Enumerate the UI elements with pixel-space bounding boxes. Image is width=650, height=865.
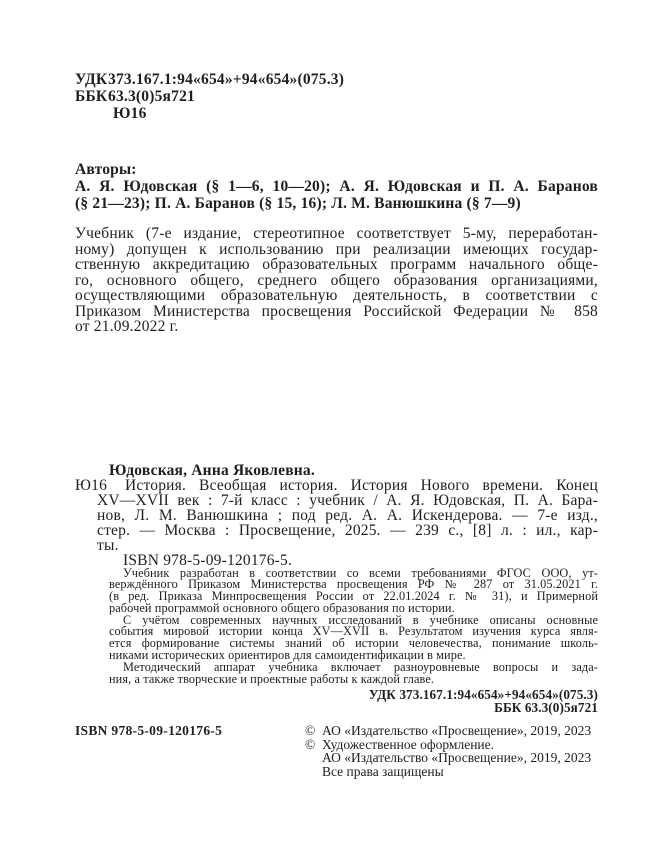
authors-line: (§ 21—23); П. А. Баранов (§ 15, 16); Л. М. Ванюшкина (§ 7—9) (75, 195, 521, 212)
bib-line: ты. (97, 536, 119, 554)
annotation-block (109, 565, 598, 686)
copyright-line (305, 751, 598, 764)
approval-paragraph (75, 226, 598, 335)
bib-entry (75, 476, 598, 554)
annotation-line: (в ред. Приказа Минпросвещения России от 22.01.2024 г. № 31), и Примерной (109, 589, 598, 604)
footer-row (75, 724, 598, 778)
udk-bottom-line: УДК 373.167.1:94«654»+94«654»(075.3) (368, 687, 598, 703)
bbk-bottom-line: ББК 63.3(0)5я721 (494, 700, 598, 716)
bbk-code-line (75, 88, 598, 105)
udk-label: УДК (75, 71, 108, 88)
bibliographic-record (75, 463, 598, 568)
isbn-line: ISBN 978-5-09-120176-5. (123, 551, 293, 569)
udk-code-line (75, 71, 598, 88)
bib-line: История. Всеобщая история. История Нового времени. Конец (125, 476, 598, 494)
annotation-line: Учебник разработан в соответствии со всеми требованиями ФГОС ООО, ут- (123, 565, 598, 580)
approval-line: осуществляющими образовательную деятельность, в соответствии с (75, 287, 598, 304)
annotation-line: верждённого Приказом Министерства просвещения РФ № 287 от 31.05.2021 г. (109, 577, 598, 592)
annotation-line: ния, а также творческие и проектные работы к каждой главе. (109, 671, 435, 686)
bib-line: нов, Л. М. Ванюшкина ; под ред. А. А. Искендерова. — 7-е изд., (97, 506, 598, 524)
copyright-text: Художественное оформление. (322, 736, 495, 752)
copyright-line (305, 765, 598, 778)
annotation-line: рабочей программой основного общего образования по истории. (109, 600, 455, 615)
copyright-mark: © (305, 723, 316, 739)
approval-line: ственную аккредитацию образовательных программ начального обще- (75, 256, 598, 273)
approval-line: от 21.09.2022 г. (75, 318, 179, 335)
author-sign: Ю16 (113, 105, 147, 122)
annotation-line: ется формирование системы знаний об истории человечества, понимание школь- (109, 636, 598, 651)
annotation-line: никами исторических ориентиров для самоидентификации в мире. (109, 648, 466, 663)
bbk-label: ББК (75, 88, 108, 105)
annotation-line: С учётом современных научных исследований в учебнике описаны основные (123, 612, 598, 627)
annotation-line: Методический аппарат учебника включает разноуровневые вопросы и зада- (123, 659, 598, 674)
bib-line: стер. — Москва : Просвещение, 2025. — 239 с., [8] л. : ил., кар- (97, 521, 598, 539)
bib-author-sign: Ю16 (75, 476, 108, 494)
approval-line: Учебник (7-е издание, стереотипное соответствует 5-му, переработан- (75, 225, 598, 242)
copyright-text: АО «Издательство «Просвещение», 2019, 2023 (322, 750, 592, 766)
authors-heading: Авторы: (75, 161, 137, 178)
authors-block (75, 161, 598, 212)
footer-isbn: ISBN 978-5-09-120176-5 (75, 723, 223, 739)
copyright-text: Все права защищены (322, 763, 444, 779)
page-content (75, 0, 598, 778)
classification-codes-top (75, 71, 598, 122)
annotation-line: события мировой истории конца XV—XVII в. Результатом изучения курса явля- (109, 624, 598, 639)
bib-author-name: Юдовская, Анна Яковлевна. (109, 461, 315, 479)
approval-line: ному) допущен к использованию при реализации имеющих государ- (75, 240, 598, 258)
copyright-mark: © (305, 736, 316, 752)
copyright-block (305, 724, 598, 778)
copyright-line (305, 738, 598, 751)
copyright-line (305, 724, 598, 737)
bib-line: XV—XVII век : 7-й класс : учебник / А. Я. Юдовская, П. А. Бара- (97, 491, 598, 509)
classification-codes-bottom (75, 688, 598, 714)
bbk-value: 63.3(0)5я721 (108, 88, 195, 105)
approval-line: Приказом Министерства просвещения Российской Федерации № 858 (75, 302, 598, 320)
approval-line: го, основного общего, среднего общего образования организациями, (75, 271, 598, 289)
udk-value: 373.167.1:94«654»+94«654»(075.3) (108, 71, 345, 88)
authors-line: А. Я. Юдовская (§ 1—6, 10—20); А. Я. Юдовская и П. А. Баранов (75, 178, 598, 195)
copyright-text: АО «Издательство «Просвещение», 2019, 2023 (322, 723, 592, 739)
